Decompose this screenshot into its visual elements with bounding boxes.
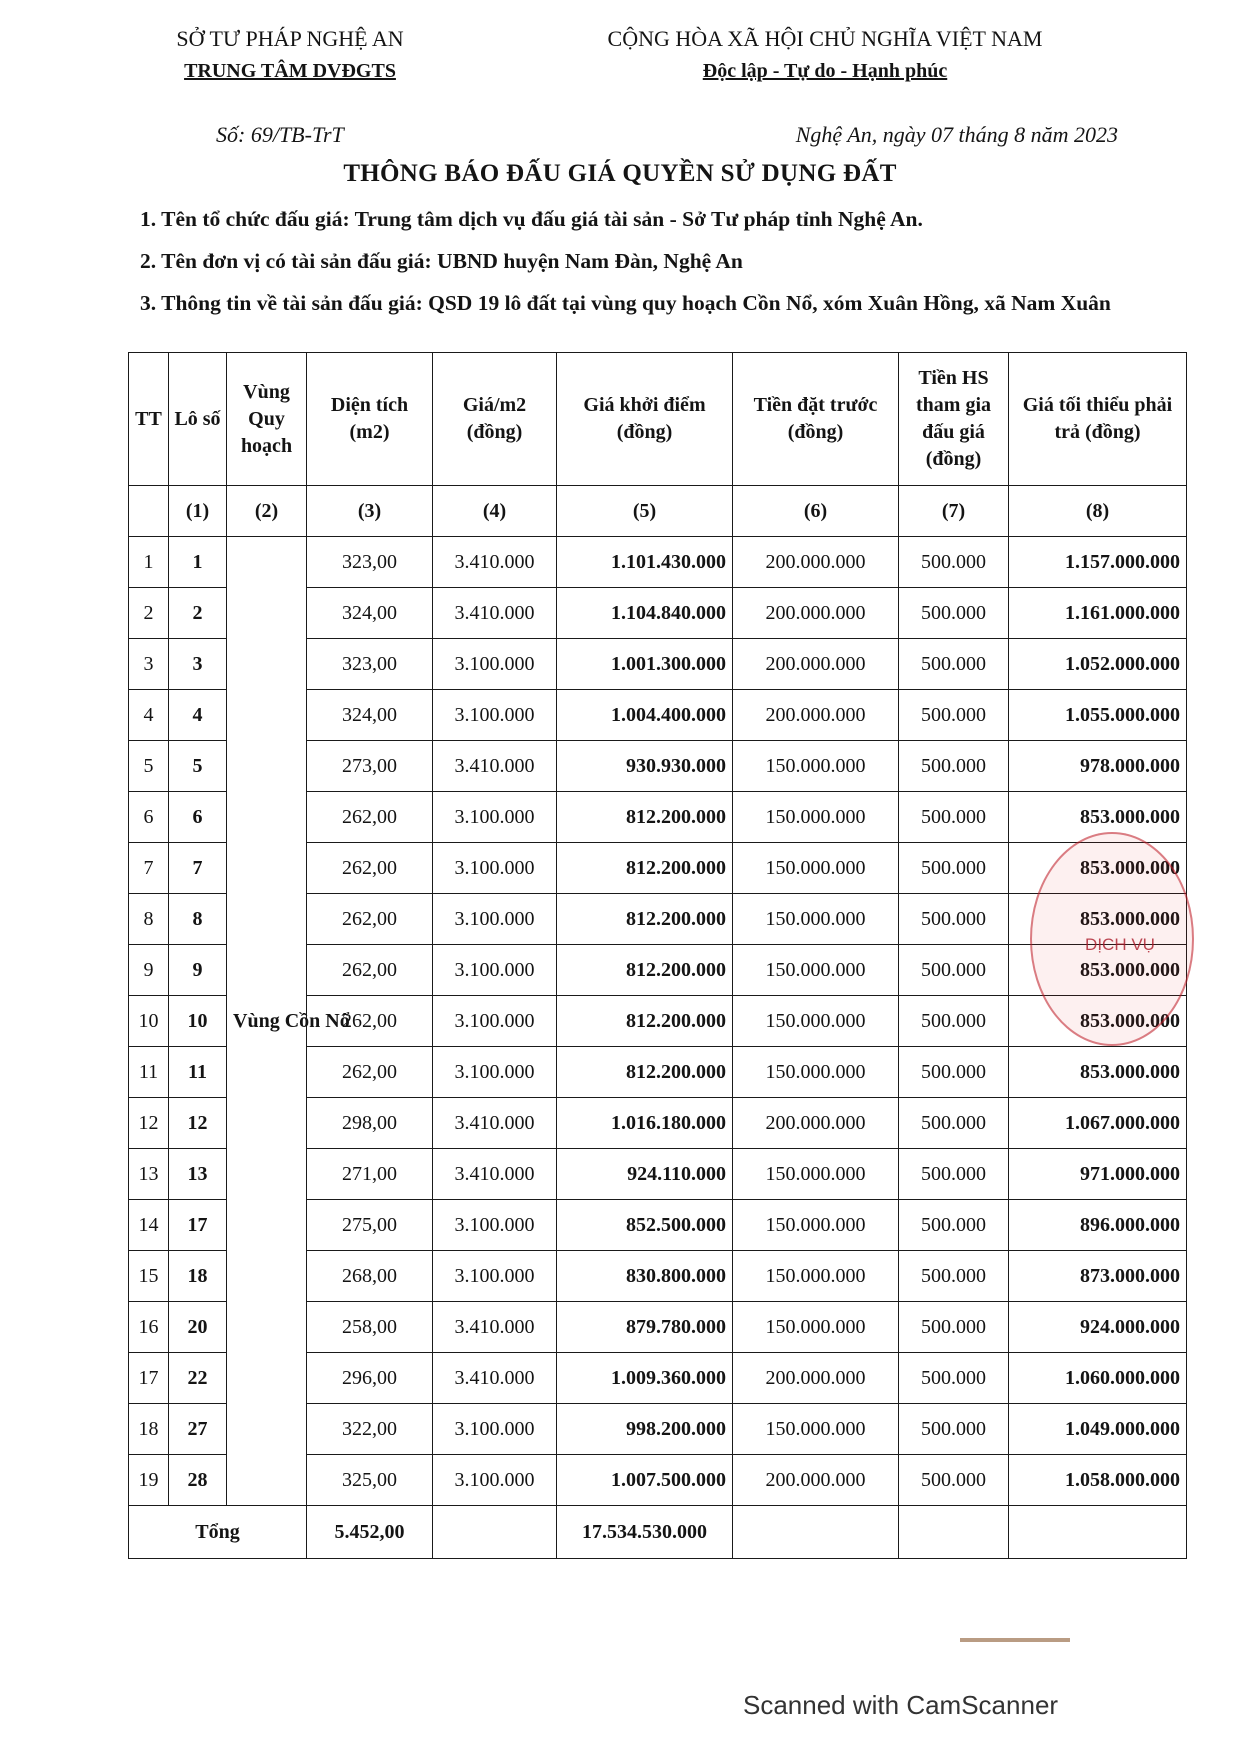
application-fee: 500.000 [899, 537, 1009, 588]
minimum-price: 1.060.000.000 [1009, 1353, 1187, 1404]
application-fee: 500.000 [899, 792, 1009, 843]
deposit-amount: 200.000.000 [733, 690, 899, 741]
total-empty-cell [899, 1506, 1009, 1559]
price-per-m2: 3.410.000 [433, 1149, 557, 1200]
minimum-price: 1.055.000.000 [1009, 690, 1187, 741]
lot-number: 20 [169, 1302, 227, 1353]
lot-number: 28 [169, 1455, 227, 1506]
document-title: THÔNG BÁO ĐẤU GIÁ QUYỀN SỬ DỤNG ĐẤT [343, 160, 897, 187]
column-header: TT [129, 353, 169, 486]
deposit-amount: 150.000.000 [733, 1404, 899, 1455]
column-number-row [129, 486, 1187, 537]
price-per-m2: 3.100.000 [433, 639, 557, 690]
lot-number: 3 [169, 639, 227, 690]
minimum-price: 853.000.000 [1009, 894, 1187, 945]
application-fee: 500.000 [899, 1098, 1009, 1149]
seal-text: DỊCH VỤ [1085, 935, 1155, 954]
column-number: (8) [1009, 486, 1187, 537]
start-price: 1.016.180.000 [557, 1098, 733, 1149]
info-line-asset: 3. Thông tin về tài sản đấu giá: QSD 19 lô đất tại vùng quy hoạch Cồn Nổ, xóm Xuân Hồng, xã Nam Xuân [140, 291, 1111, 315]
header-right [565, 22, 1085, 88]
zone-cell: Vùng Cồn Nổ [227, 537, 307, 1506]
scan-mark [960, 1638, 1070, 1642]
application-fee: 500.000 [899, 588, 1009, 639]
start-price: 1.004.400.000 [557, 690, 733, 741]
document-number: Số: 69/TB-TrT [216, 122, 344, 147]
price-per-m2: 3.100.000 [433, 1047, 557, 1098]
minimum-price: 1.157.000.000 [1009, 537, 1187, 588]
deposit-amount: 150.000.000 [733, 843, 899, 894]
minimum-price: 873.000.000 [1009, 1251, 1187, 1302]
deposit-amount: 150.000.000 [733, 1200, 899, 1251]
info-line-organization: 1. Tên tổ chức đấu giá: Trung tâm dịch vụ đấu giá tài sản - Sở Tư pháp tỉnh Nghệ An. [140, 207, 923, 231]
column-number: (3) [307, 486, 433, 537]
table-header-row [129, 353, 1187, 486]
area-value: 322,00 [307, 1404, 433, 1455]
lot-number: 1 [169, 537, 227, 588]
area-value: 298,00 [307, 1098, 433, 1149]
total-empty-cell [733, 1506, 899, 1559]
application-fee: 500.000 [899, 996, 1009, 1047]
total-empty-cell [1009, 1506, 1187, 1559]
start-price: 852.500.000 [557, 1200, 733, 1251]
row-index: 15 [129, 1251, 169, 1302]
row-index: 8 [129, 894, 169, 945]
row-index: 10 [129, 996, 169, 1047]
price-per-m2: 3.100.000 [433, 945, 557, 996]
column-header: Tiền đặt trước (đồng) [733, 353, 899, 486]
minimum-price: 853.000.000 [1009, 843, 1187, 894]
area-value: 324,00 [307, 588, 433, 639]
start-price: 812.200.000 [557, 1047, 733, 1098]
lot-number: 9 [169, 945, 227, 996]
price-per-m2: 3.100.000 [433, 690, 557, 741]
row-index: 2 [129, 588, 169, 639]
area-value: 262,00 [307, 945, 433, 996]
start-price: 812.200.000 [557, 792, 733, 843]
lot-number: 12 [169, 1098, 227, 1149]
application-fee: 500.000 [899, 1302, 1009, 1353]
application-fee: 500.000 [899, 1149, 1009, 1200]
row-index: 3 [129, 639, 169, 690]
start-price: 830.800.000 [557, 1251, 733, 1302]
application-fee: 500.000 [899, 1404, 1009, 1455]
start-price: 812.200.000 [557, 894, 733, 945]
area-value: 262,00 [307, 894, 433, 945]
deposit-amount: 200.000.000 [733, 588, 899, 639]
total-area: 5.452,00 [307, 1506, 433, 1559]
minimum-price: 896.000.000 [1009, 1200, 1187, 1251]
lot-number: 4 [169, 690, 227, 741]
area-value: 273,00 [307, 741, 433, 792]
start-price: 1.001.300.000 [557, 639, 733, 690]
deposit-amount: 150.000.000 [733, 996, 899, 1047]
national-motto: Độc lập - Tự do - Hạnh phúc [702, 60, 948, 82]
deposit-amount: 150.000.000 [733, 1149, 899, 1200]
column-number: (7) [899, 486, 1009, 537]
deposit-amount: 150.000.000 [733, 741, 899, 792]
row-index: 9 [129, 945, 169, 996]
application-fee: 500.000 [899, 945, 1009, 996]
lot-number: 2 [169, 588, 227, 639]
row-index: 14 [129, 1200, 169, 1251]
row-index: 13 [129, 1149, 169, 1200]
table-body [129, 537, 1187, 1506]
price-per-m2: 3.410.000 [433, 588, 557, 639]
lot-number: 27 [169, 1404, 227, 1455]
start-price: 924.110.000 [557, 1149, 733, 1200]
header-left [145, 22, 435, 88]
application-fee: 500.000 [899, 1200, 1009, 1251]
minimum-price: 1.161.000.000 [1009, 588, 1187, 639]
start-price: 998.200.000 [557, 1404, 733, 1455]
area-value: 324,00 [307, 690, 433, 741]
lot-number: 11 [169, 1047, 227, 1098]
application-fee: 500.000 [899, 843, 1009, 894]
row-index: 4 [129, 690, 169, 741]
minimum-price: 853.000.000 [1009, 945, 1187, 996]
start-price: 1.101.430.000 [557, 537, 733, 588]
area-value: 323,00 [307, 639, 433, 690]
deposit-amount: 200.000.000 [733, 1455, 899, 1506]
price-per-m2: 3.100.000 [433, 996, 557, 1047]
column-number: (4) [433, 486, 557, 537]
minimum-price: 853.000.000 [1009, 792, 1187, 843]
column-header: Lô số [169, 353, 227, 486]
price-per-m2: 3.410.000 [433, 1302, 557, 1353]
start-price: 930.930.000 [557, 741, 733, 792]
lot-number: 22 [169, 1353, 227, 1404]
start-price: 812.200.000 [557, 945, 733, 996]
price-per-m2: 3.100.000 [433, 894, 557, 945]
column-number: (6) [733, 486, 899, 537]
column-number: (1) [169, 486, 227, 537]
application-fee: 500.000 [899, 741, 1009, 792]
row-index: 11 [129, 1047, 169, 1098]
column-number: (5) [557, 486, 733, 537]
agency-name: SỞ TƯ PHÁP NGHỆ AN [176, 26, 404, 51]
lot-number: 5 [169, 741, 227, 792]
minimum-price: 1.049.000.000 [1009, 1404, 1187, 1455]
price-per-m2: 3.100.000 [433, 1251, 557, 1302]
deposit-amount: 150.000.000 [733, 1251, 899, 1302]
price-per-m2: 3.100.000 [433, 1455, 557, 1506]
total-empty-cell [433, 1506, 557, 1559]
column-header: Diện tích (m2) [307, 353, 433, 486]
country-name: CỘNG HÒA XÃ HỘI CHỦ NGHĨA VIỆT NAM [607, 26, 1043, 51]
application-fee: 500.000 [899, 894, 1009, 945]
info-line-owner: 2. Tên đơn vị có tài sản đấu giá: UBND huyện Nam Đàn, Nghệ An [140, 249, 743, 273]
application-fee: 500.000 [899, 1251, 1009, 1302]
row-index: 17 [129, 1353, 169, 1404]
application-fee: 500.000 [899, 690, 1009, 741]
area-value: 271,00 [307, 1149, 433, 1200]
area-value: 262,00 [307, 1047, 433, 1098]
column-header: Giá tối thiểu phải trả (đồng) [1009, 353, 1187, 486]
area-value: 325,00 [307, 1455, 433, 1506]
row-index: 18 [129, 1404, 169, 1455]
start-price: 1.009.360.000 [557, 1353, 733, 1404]
application-fee: 500.000 [899, 1353, 1009, 1404]
center-name: TRUNG TÂM DVĐGTS [184, 60, 396, 82]
column-header: Giá khởi điểm (đồng) [557, 353, 733, 486]
lot-number: 17 [169, 1200, 227, 1251]
row-index: 5 [129, 741, 169, 792]
column-number: (2) [227, 486, 307, 537]
total-start-price: 17.534.530.000 [557, 1506, 733, 1559]
deposit-amount: 200.000.000 [733, 639, 899, 690]
area-value: 262,00 [307, 996, 433, 1047]
deposit-amount: 200.000.000 [733, 1098, 899, 1149]
minimum-price: 1.052.000.000 [1009, 639, 1187, 690]
row-index: 16 [129, 1302, 169, 1353]
application-fee: 500.000 [899, 1455, 1009, 1506]
price-per-m2: 3.100.000 [433, 792, 557, 843]
application-fee: 500.000 [899, 639, 1009, 690]
lot-number: 7 [169, 843, 227, 894]
row-index: 1 [129, 537, 169, 588]
area-value: 275,00 [307, 1200, 433, 1251]
deposit-amount: 150.000.000 [733, 1302, 899, 1353]
table-row [129, 537, 1187, 588]
column-header: Giá/m2 (đồng) [433, 353, 557, 486]
lot-number: 18 [169, 1251, 227, 1302]
minimum-price: 1.058.000.000 [1009, 1455, 1187, 1506]
price-per-m2: 3.100.000 [433, 1404, 557, 1455]
minimum-price: 853.000.000 [1009, 996, 1187, 1047]
price-per-m2: 3.410.000 [433, 741, 557, 792]
column-header: Vùng Quy hoạch [227, 353, 307, 486]
minimum-price: 853.000.000 [1009, 1047, 1187, 1098]
minimum-price: 978.000.000 [1009, 741, 1187, 792]
auction-table [128, 352, 1187, 1559]
price-per-m2: 3.410.000 [433, 537, 557, 588]
area-value: 262,00 [307, 792, 433, 843]
lot-number: 13 [169, 1149, 227, 1200]
deposit-amount: 200.000.000 [733, 537, 899, 588]
price-per-m2: 3.410.000 [433, 1098, 557, 1149]
deposit-amount: 150.000.000 [733, 1047, 899, 1098]
area-value: 262,00 [307, 843, 433, 894]
row-index: 7 [129, 843, 169, 894]
price-per-m2: 3.410.000 [433, 1353, 557, 1404]
lot-number: 8 [169, 894, 227, 945]
total-label: Tổng [129, 1506, 307, 1559]
row-index: 19 [129, 1455, 169, 1506]
area-value: 296,00 [307, 1353, 433, 1404]
start-price: 1.104.840.000 [557, 588, 733, 639]
start-price: 812.200.000 [557, 996, 733, 1047]
deposit-amount: 150.000.000 [733, 792, 899, 843]
total-row [129, 1506, 1187, 1559]
area-value: 323,00 [307, 537, 433, 588]
column-header: Tiền HS tham gia đấu giá (đồng) [899, 353, 1009, 486]
column-number [129, 486, 169, 537]
area-value: 268,00 [307, 1251, 433, 1302]
start-price: 879.780.000 [557, 1302, 733, 1353]
minimum-price: 924.000.000 [1009, 1302, 1187, 1353]
deposit-amount: 200.000.000 [733, 1353, 899, 1404]
scanner-watermark: Scanned with CamScanner [743, 1690, 1059, 1720]
row-index: 12 [129, 1098, 169, 1149]
application-fee: 500.000 [899, 1047, 1009, 1098]
price-per-m2: 3.100.000 [433, 1200, 557, 1251]
row-index: 6 [129, 792, 169, 843]
minimum-price: 971.000.000 [1009, 1149, 1187, 1200]
start-price: 1.007.500.000 [557, 1455, 733, 1506]
lot-number: 10 [169, 996, 227, 1047]
deposit-amount: 150.000.000 [733, 945, 899, 996]
lot-number: 6 [169, 792, 227, 843]
deposit-amount: 150.000.000 [733, 894, 899, 945]
place-and-date: Nghệ An, ngày 07 tháng 8 năm 2023 [795, 122, 1118, 147]
minimum-price: 1.067.000.000 [1009, 1098, 1187, 1149]
start-price: 812.200.000 [557, 843, 733, 894]
area-value: 258,00 [307, 1302, 433, 1353]
price-per-m2: 3.100.000 [433, 843, 557, 894]
